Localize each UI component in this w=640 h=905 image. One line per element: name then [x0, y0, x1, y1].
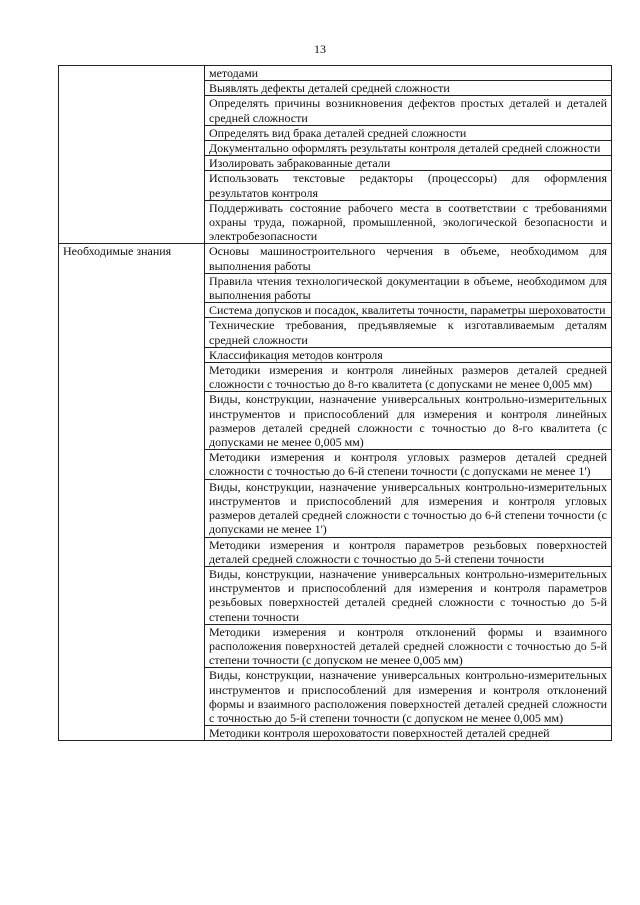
table-cell: Документально оформлять результаты контроля деталей средней сложности	[205, 141, 612, 156]
table-cell: Технические требования, предъявляемые к изготавливаемым деталям средней сложности	[205, 318, 612, 347]
table-cell: Выявлять дефекты деталей средней сложности	[205, 81, 612, 96]
table-cell: методами	[205, 66, 612, 81]
table-cell: Методики измерения и контроля угловых размеров деталей средней сложности с точностью до 6-й степени точности (с допусками не менее 1')	[205, 450, 612, 479]
page-number: 13	[314, 42, 326, 56]
table-row	[59, 244, 612, 273]
table-cell: Виды, конструкции, назначение универсальных контрольно-измерительных инструментов и приспособлений для измерения и контроля параметров резьбовых поверхностей деталей средней сложности с точностью до 5-й степени точности	[205, 566, 612, 624]
table-cell: Изолировать забракованные детали	[205, 156, 612, 171]
table-cell: Использовать текстовые редакторы (процессоры) для оформления результатов контроля	[205, 171, 612, 200]
skills-label-cell	[59, 66, 205, 244]
table-cell: Основы машиностроительного черчения в объеме, необходимом для выполнения работы	[205, 244, 612, 273]
table-cell: Виды, конструкции, назначение универсальных контрольно-измерительных инструментов и приспособлений для измерения и контроля угловых размеров деталей средней сложности с точностью до 6-й степени точности (с допусками не менее 1')	[205, 479, 612, 537]
table-cell: Поддерживать состояние рабочего места в соответствии с требованиями охраны труда, пожарной, промышленной, экологической безопасности и электробезопасности	[205, 200, 612, 244]
knowledge-label-cell: Необходимые знания	[59, 244, 205, 741]
table-cell: Методики контроля шероховатости поверхностей деталей средней	[205, 726, 612, 741]
table-cell: Методики измерения и контроля линейных размеров деталей средней сложности с точностью до 8-го квалитета (с допусками не менее 0,005 мм)	[205, 363, 612, 392]
table-row	[59, 66, 612, 81]
table-cell: Определять причины возникновения дефектов простых деталей и деталей средней сложности	[205, 96, 612, 125]
table-cell: Классификация методов контроля	[205, 347, 612, 362]
table-cell: Виды, конструкции, назначение универсальных контрольно-измерительных инструментов и приспособлений для измерения и контроля отклонений формы и взаимного расположения поверхностей деталей средней сложности с точностью до 5-й степени точности (с допуском не менее 0,005 мм)	[205, 668, 612, 726]
table-cell: Правила чтения технологической документации в объеме, необходимом для выполнения работы	[205, 273, 612, 302]
table-cell: Виды, конструкции, назначение универсальных контрольно-измерительных инструментов и приспособлений для измерения и контроля линейных размеров деталей средней сложности с точностью до 8-го квалитета (с допусками не менее 0,005 мм)	[205, 392, 612, 450]
table-cell: Методики измерения и контроля отклонений формы и взаимного расположения поверхностей деталей средней сложности с точностью до 5-й степени точности (с допуском не менее 0,005 мм)	[205, 624, 612, 668]
requirements-table	[58, 65, 612, 741]
table-cell: Методики измерения и контроля параметров резьбовых поверхностей деталей средней сложности с точностью до 5-й степени точности	[205, 537, 612, 566]
table-cell: Система допусков и посадок, квалитеты точности, параметры шероховатости	[205, 303, 612, 318]
table-cell: Определять вид брака деталей средней сложности	[205, 125, 612, 140]
